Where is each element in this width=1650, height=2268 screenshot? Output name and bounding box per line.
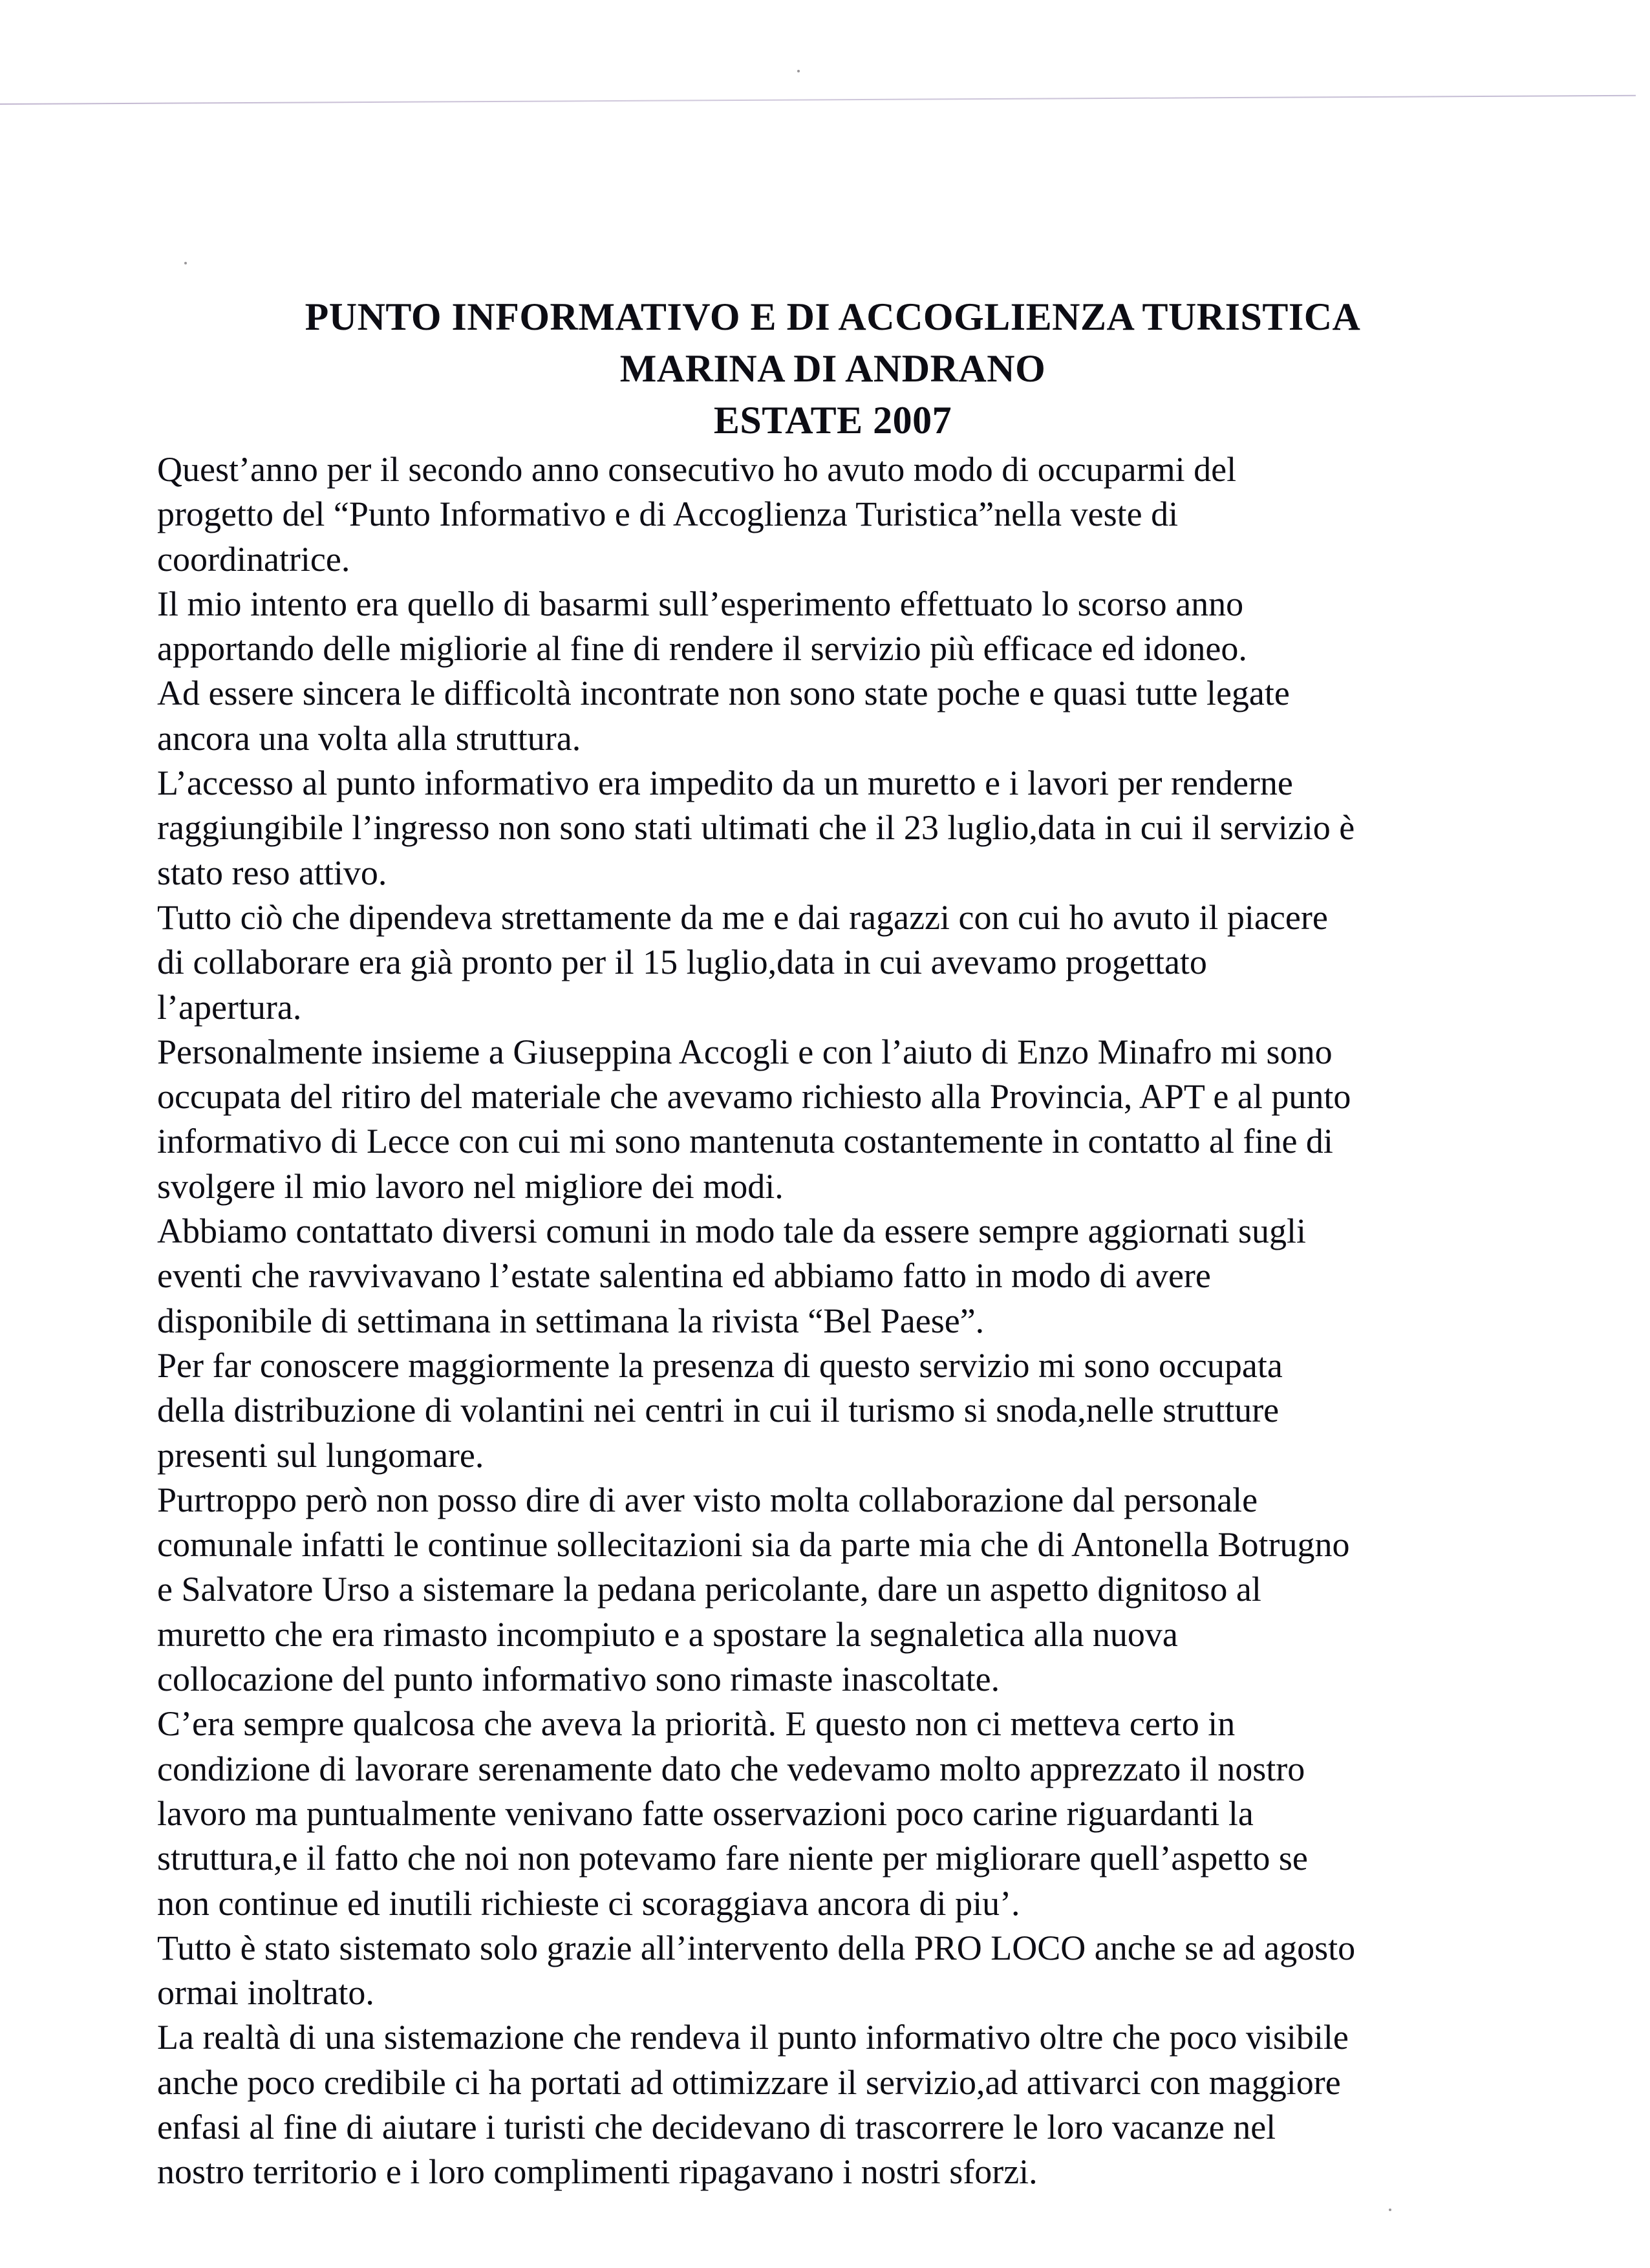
paragraph xyxy=(157,582,1489,672)
document-title xyxy=(177,291,1489,446)
text-line: Purtroppo però non posso dire di aver visto molta collaborazione dal personale xyxy=(157,1480,1258,1519)
text-line: della distribuzione di volantini nei centri in cui il turismo si snoda,nelle strutture xyxy=(157,1391,1280,1430)
text-line: di collaborare era già pronto per il 15 luglio,data in cui avevamo progettato xyxy=(157,943,1207,982)
text-line: condizione di lavorare serenamente dato che vedevamo molto apprezzato il nostro xyxy=(157,1749,1305,1788)
text-line: Quest’anno per il secondo anno consecutivo ho avuto modo di occuparmi del xyxy=(157,450,1237,489)
scan-speck xyxy=(184,262,187,264)
text-line: stato reso attivo. xyxy=(157,853,387,892)
text-line: e Salvatore Urso a sistemare la pedana pericolante, dare un aspetto dignitoso al xyxy=(157,1570,1261,1609)
text-line: Ad essere sincera le difficoltà incontrate non sono state poche e quasi tutte legate xyxy=(157,674,1290,713)
paragraph xyxy=(157,671,1489,761)
document-body xyxy=(157,447,1489,2195)
text-line: Il mio intento era quello di basarmi sull’esperimento effettuato lo scorso anno xyxy=(157,584,1244,623)
text-line: comunale infatti le continue sollecitazioni sia da parte mia che di Antonella Botrugno xyxy=(157,1525,1350,1565)
paragraph xyxy=(157,1030,1489,1209)
text-line: Tutto è stato sistemato solo grazie all’intervento della PRO LOCO anche se ad agosto xyxy=(157,1928,1356,1967)
paragraph xyxy=(157,895,1489,1030)
text-line: La realtà di una sistemazione che rendeva il punto informativo oltre che poco visibile xyxy=(157,2018,1349,2057)
text-line: Tutto ciò che dipendeva strettamente da me e dai ragazzi con cui ho avuto il piacere xyxy=(157,897,1328,937)
text-line: non continue ed inutili richieste ci scoraggiava ancora di piu’. xyxy=(157,1883,1020,1923)
text-line: C’era sempre qualcosa che aveva la priorità. E questo non ci metteva certo in xyxy=(157,1704,1236,1744)
text-line: struttura,e il fatto che noi non potevamo fare niente per migliorare quell’aspetto se xyxy=(157,1839,1308,1878)
scan-edge-line xyxy=(0,95,1636,105)
text-line: l’apertura. xyxy=(157,987,302,1027)
text-line: Per far conoscere maggiormente la presenza di questo servizio mi sono occupata xyxy=(157,1345,1283,1385)
text-line: ancora una volta alla struttura. xyxy=(157,718,581,758)
text-line: informativo di Lecce con cui mi sono mantenuta costantemente in contatto al fine di xyxy=(157,1122,1333,1161)
paragraph xyxy=(157,761,1489,895)
text-line: lavoro ma puntualmente venivano fatte osservazioni poco carine riguardanti la xyxy=(157,1793,1254,1833)
text-line: disponibile di settimana in settimana la rivista “Bel Paese”. xyxy=(157,1301,985,1340)
scan-speck xyxy=(797,70,800,72)
title-line: PUNTO INFORMATIVO E DI ACCOGLIENZA TURISTICA xyxy=(305,295,1361,338)
text-line: progetto del “Punto Informativo e di Accoglienza Turistica”nella veste di xyxy=(157,495,1179,534)
text-line: anche poco credibile ci ha portati ad ottimizzare il servizio,ad attivarci con maggiore xyxy=(157,2062,1341,2102)
paragraph xyxy=(157,2015,1489,2194)
paragraph xyxy=(157,1702,1489,1925)
text-line: presenti sul lungomare. xyxy=(157,1435,484,1475)
document-page xyxy=(157,291,1489,2195)
title-line: MARINA DI ANDRANO xyxy=(619,347,1046,390)
paragraph xyxy=(157,1926,1489,2016)
text-line: Abbiamo contattato diversi comuni in modo tale da essere sempre aggiornati sugli xyxy=(157,1212,1307,1251)
text-line: occupata del ritiro del materiale che avevamo richiesto alla Provincia, APT e al punto xyxy=(157,1077,1351,1117)
text-line: Personalmente insieme a Giuseppina Accogli e con l’aiuto di Enzo Minafro mi sono xyxy=(157,1032,1333,1071)
text-line: ormai inoltrato. xyxy=(157,1973,374,2013)
paragraph xyxy=(157,1343,1489,1478)
text-line: nostro territorio e i loro complimenti ripagavano i nostri sforzi. xyxy=(157,2152,1038,2192)
scan-speck xyxy=(1389,2209,1391,2211)
paragraph xyxy=(157,1478,1489,1702)
text-line: enfasi al fine di aiutare i turisti che decidevano di trascorrere le loro vacanze nel xyxy=(157,2107,1276,2146)
text-line: svolgere il mio lavoro nel migliore dei modi. xyxy=(157,1166,784,1206)
title-line: ESTATE 2007 xyxy=(713,399,952,442)
paragraph xyxy=(157,447,1489,582)
text-line: L’accesso al punto informativo era impedito da un muretto e i lavori per renderne xyxy=(157,764,1293,803)
text-line: eventi che ravvivavano l’estate salentina ed abbiamo fatto in modo di avere xyxy=(157,1256,1211,1296)
text-line: collocazione del punto informativo sono rimaste inascoltate. xyxy=(157,1660,1000,1699)
text-line: raggiungibile l’ingresso non sono stati ultimati che il 23 luglio,data in cui il servizio è xyxy=(157,808,1355,848)
paragraph xyxy=(157,1209,1489,1343)
text-line: muretto che era rimasto incompiuto e a spostare la segnaletica alla nuova xyxy=(157,1614,1178,1654)
text-line: coordinatrice. xyxy=(157,539,350,579)
text-line: apportando delle migliorie al fine di rendere il servizio più efficace ed idoneo. xyxy=(157,629,1247,669)
